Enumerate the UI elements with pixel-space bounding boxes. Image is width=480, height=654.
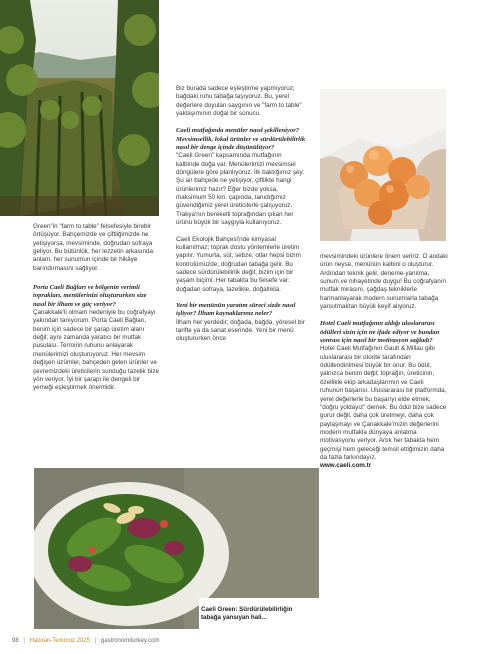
- col2-paragraph: Biz burada sadece eşleştirme yapmıyoruz; bağdaki ruhu tabağa taşıyoruz. Bu, yerel değerlere duyulan saygının ve "farm to table" yaklaşımının doğal bir sonucu.: [176, 85, 302, 118]
- col3-answer: Hotel Caeli Mutfağının Gault & Millau gibi uluslararası bir otorite tarafından ödüllendirilmesi büyük bir onur. Bu ödül, yalnızca benim değil; toprağın, üreticinin, özellikle ekip arkadaşlarımın ve Caeli ruhunun başarısı. Uluslararası bir platformda, yerel değerlerle bu başarıyı elde etmek, "doğru yoldayız" demek. Bu ödül bize sadece gurur değil, daha çok üretmeyi, daha çok paylaşmayı ve Çanakkale'mizin değerlerini modern mutfakla dünyaya anlatma motivasyonu veriyor. Artık her tabakta hem geçmişi hem geleceği temsil ettiğimizin daha da fazla farkındayız.: [320, 345, 447, 461]
- col2-answer-2: Caeli Ekolojik Bahçesi'nde kimyasal kullanılmaz; toprak dostu yöntemlerle üretim yapılır. Yumurta, süt, sebze, otlar hepsi bizim kontrolümüzde, doğrudan tabağa gelir. Bu sadece sürdürülebilirlik değil; bizim için bir yaşam biçimi. Her tabakta bu felsefe var: doğadan sofraya, tazelikle, doğallıkla.: [176, 235, 301, 293]
- column-1: [33, 223, 159, 393]
- col1-paragraph: Green"in "farm to table" felsefesiyle birebir örtüşüyor. Bahçemizde ve çiftliğimizde ne yetişiyorsa, mevsiminde, doğrudan sofraya geliyor. Bu bütünlük, her lezzetin arkasında anlam, her sunumun içinde bir hikâye barındırmasını sağlıyor.: [33, 223, 154, 272]
- page-footer: [12, 638, 159, 644]
- col3-question: Hotel Caeli mutfağının aldığı uluslararası ödülleri sizin için ne ifade ediyor ve bundan sonrası için nasıl bir motivasyon sağladı?: [320, 320, 440, 345]
- footer-website[interactable]: gastronomiturkey.com: [100, 638, 160, 644]
- column-3: [320, 253, 448, 471]
- website-link[interactable]: www.caeli.com.tr: [320, 462, 372, 470]
- salad-dish-photo: [34, 468, 319, 629]
- vineyard-photo: [0, 0, 159, 216]
- column-2: [176, 85, 306, 344]
- col2-question: Caeli mutfağında menüler nasıl şekilleniyor? Mevsimsellik, lokal ürünler ve sürdürülebilirlik nasıl bir denge içinde düşünülüyor?: [176, 127, 306, 152]
- issue-date: Haziran-Temmuz 2025: [29, 638, 90, 644]
- col1-question: Porta Caeli Bağları ve bölgenin verimli toprakları, menülerinizi oluştururken size nasıl bir ilham ve güç veriyor?: [33, 284, 147, 308]
- page-number: 98: [12, 638, 19, 644]
- col3-paragraph: mevsimindeki ürünlere önem veririz. O andaki ürün neyse, menünün kalbini o oluşturur. Ardından teknik gelir, deneme-yanılma, sunum ve nihayetinde duygu! Bu coğrafyanın mutfak mirasını, çağdaş tekniklerle harmanlayarak modern sunumlarla tabağa yansıtmaktan büyük keyif alıyoruz.: [320, 253, 448, 311]
- col1-answer: Çanakkale'li olmam nedeniyle bu coğrafyayı yakından tanıyorum. Porta Caeli Bağları, benim için sadece bir şarap üretim alanı değil; aynı zamanda yaratıcı bir mutfak pusulası. Terroirin ruhunu anlayarak menülerimizi oluşturuyoruz. Her mevsim değişen üzümler, bahçeden gelen ürünler ve çevremizdeki üreticilerin sunduğu tazelik bize yön veriyor. İyi bir şarapı ile dengeli bir yemeği eşleştirmek önemlidir.: [33, 309, 159, 392]
- footer-separator-2: |: [94, 638, 97, 644]
- footer-separator: |: [23, 638, 25, 644]
- col2-answer-3: İlham her yerdedir; doğada, bağda, yöresel bir tarifte ya da sanat eserinde. Yeni bir menü oluştururken önce: [176, 318, 305, 343]
- hands-apricots-photo: [320, 89, 446, 241]
- col2-question-2: Yeni bir menünün yaratım süreci sizde nasıl işliyor? İlham kaynaklarınız neler?: [176, 301, 296, 318]
- photo-caption: Caeli Green: Sürdürülebilirliğin tabağa yansıyan hali...: [201, 606, 293, 621]
- col2-answer: "Caeli Green" kapsamında mutfağının kalbinde doğa var. Menülerimizi mevsimsel döngülere göre planlıyoruz. İlk baktığımız şey: Şu an bahçede ne yetişiyor, çiftlikte hangi ürünlerimiz hazır? Eğer bizde yoksa, maksimum 50 km. çapında, tanıdığımız güvendiğimiz yerel üreticilerle çalışıyoruz. Trakya'nın bereketli toprağından çıkan her ürünü büyük bir saygıyla kullanıyoruz.: [176, 152, 305, 227]
